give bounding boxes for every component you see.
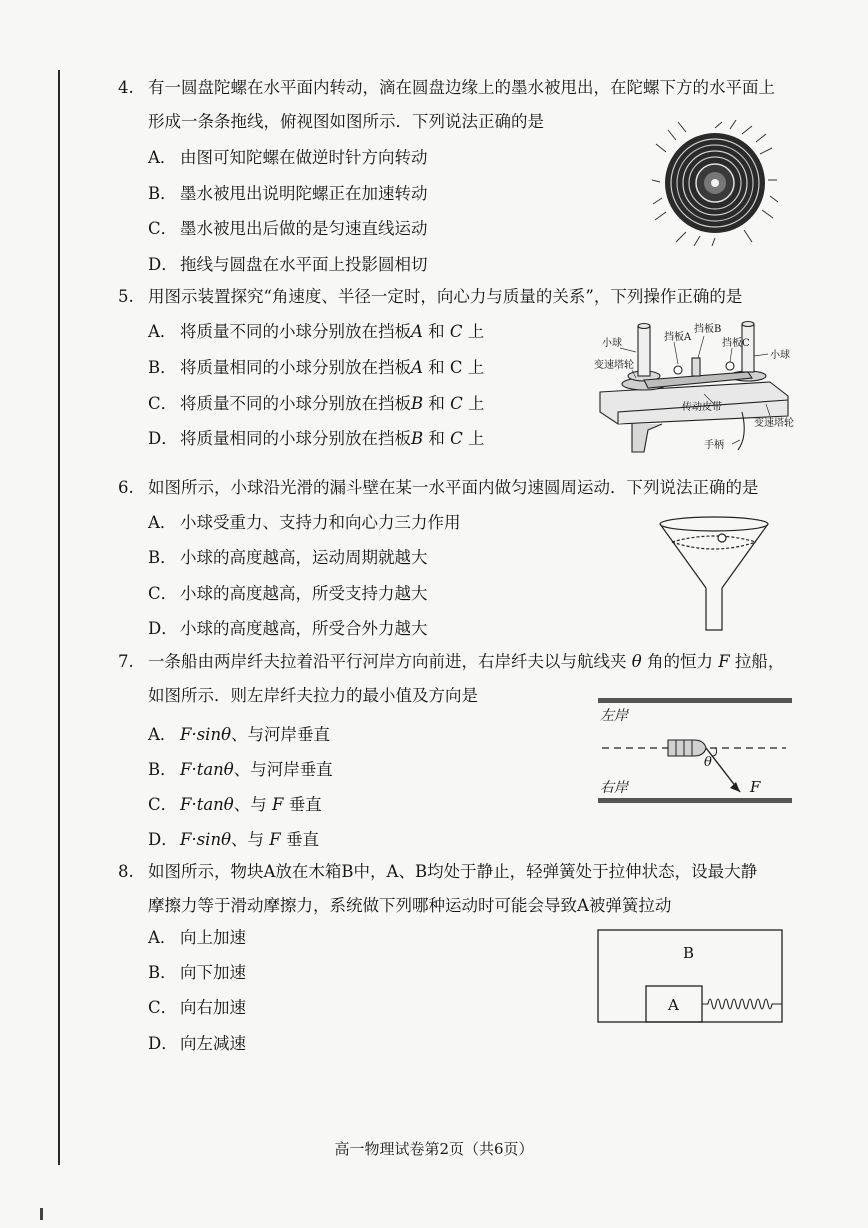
box-spring-figure <box>594 928 786 1026</box>
svg-text:传动皮带: 传动皮带 <box>682 402 722 413</box>
option-a: A． 小球受重力、支持力和向心力三力作用 <box>148 513 461 532</box>
option-b: B． 墨水被甩出说明陀螺正在加速转动 <box>148 184 428 203</box>
funnel-figure <box>654 512 774 632</box>
spring <box>702 999 782 1009</box>
gyroscope-ink-figure <box>652 120 778 246</box>
question-stem: 一条船由两岸纤夫拉着沿平行河岸方向前进，右岸纤夫以与航线夹 θ 角的恒力 F 拉船， <box>148 652 785 671</box>
option-b: B． F·tanθ、与河岸垂直 <box>148 760 333 779</box>
option-a: A． 向上加速 <box>148 928 246 947</box>
svg-text:小球: 小球 <box>602 338 622 349</box>
option-c: C． F·tanθ、与 F 垂直 <box>148 795 322 814</box>
option-c: C． 墨水被甩出后做的是匀速直线运动 <box>148 219 428 238</box>
svg-text:挡板B: 挡板B <box>694 324 722 335</box>
boat-towing-figure <box>596 692 796 812</box>
option-b: B． 小球的高度越高，运动周期就越大 <box>148 548 428 567</box>
right-bank-line <box>598 798 792 803</box>
svg-text:左岸: 左岸 <box>600 708 628 724</box>
question-stem: 形成一条条拖线，俯视图如图所示．下列说法正确的是 <box>148 112 544 131</box>
option-c: C． 向右加速 <box>148 998 246 1017</box>
centripetal-apparatus-figure <box>592 312 802 462</box>
svg-text:小球: 小球 <box>770 350 790 361</box>
svg-text:A: A <box>668 996 679 1014</box>
question-stem: 如图所示．则左岸纤夫拉力的最小值及方向是 <box>148 686 478 705</box>
option-a: A． F·sinθ、与河岸垂直 <box>148 725 330 744</box>
svg-text:θ: θ <box>704 755 712 770</box>
question-number: 6. <box>118 478 134 497</box>
question-number: 7. <box>118 652 134 671</box>
svg-text:F: F <box>750 778 761 796</box>
option-a: A． 由图可知陀螺在做逆时针方向转动 <box>148 148 428 167</box>
question-stem: 如图所示，物块A放在木箱B中，A、B均处于静止，轻弹簧处于拉伸状态，设最大静 <box>148 862 758 881</box>
svg-text:挡板C: 挡板C <box>722 338 750 349</box>
question-stem: 如图所示，小球沿光滑的漏斗壁在某一水平面内做匀速圆周运动．下列说法正确的是 <box>148 478 759 497</box>
option-c: C． 小球的高度越高，所受支持力越大 <box>148 584 428 603</box>
svg-text:B: B <box>683 944 695 962</box>
svg-text:右岸: 右岸 <box>600 780 628 796</box>
svg-text:变速塔轮: 变速塔轮 <box>754 418 794 429</box>
option-c: C． 将质量不同的小球分别放在挡板B 和 C 上 <box>148 394 485 413</box>
question-8 <box>118 862 818 916</box>
boat <box>668 740 706 756</box>
binding-margin-line <box>58 70 60 1165</box>
question-stem: 有一圆盘陀螺在水平面内转动，滴在圆盘边缘上的墨水被甩出，在陀螺下方的水平面上 <box>148 78 775 97</box>
option-d: D． 向左减速 <box>148 1034 246 1053</box>
left-bank-line <box>598 698 792 703</box>
option-d: D． 将质量相同的小球分别放在挡板B 和 C 上 <box>148 429 485 448</box>
question-stem: 用图示装置探究“角速度、半径一定时，向心力与质量的关系”，下列操作正确的是 <box>148 287 743 306</box>
question-stem: 摩擦力等于滑动摩擦力，系统做下列哪种运动时可能会导致A被弹簧拉动 <box>148 896 672 915</box>
question-number: 4. <box>118 78 134 97</box>
ball <box>718 534 726 542</box>
svg-text:手柄: 手柄 <box>704 440 724 451</box>
page-footer: 高一物理试卷第2页（共6页） <box>334 1140 534 1158</box>
option-b: B． 将质量相同的小球分别放在挡板A 和 C 上 <box>148 358 485 377</box>
question-6 <box>118 478 818 498</box>
option-b: B． 向下加速 <box>148 963 246 982</box>
page-edge-mark <box>40 1208 43 1220</box>
option-d: D． F·sinθ、与 F 垂直 <box>148 830 319 849</box>
option-d: D． 拖线与圆盘在水平面上投影圆相切 <box>148 255 428 274</box>
question-number: 8. <box>118 862 134 881</box>
question-5 <box>118 287 818 307</box>
svg-text:变速塔轮: 变速塔轮 <box>594 360 634 371</box>
question-number: 5. <box>118 287 134 306</box>
option-a: A． 将质量不同的小球分别放在挡板A 和 C 上 <box>148 322 485 341</box>
svg-text:挡板A: 挡板A <box>664 332 692 343</box>
option-d: D． 小球的高度越高，所受合外力越大 <box>148 619 428 638</box>
